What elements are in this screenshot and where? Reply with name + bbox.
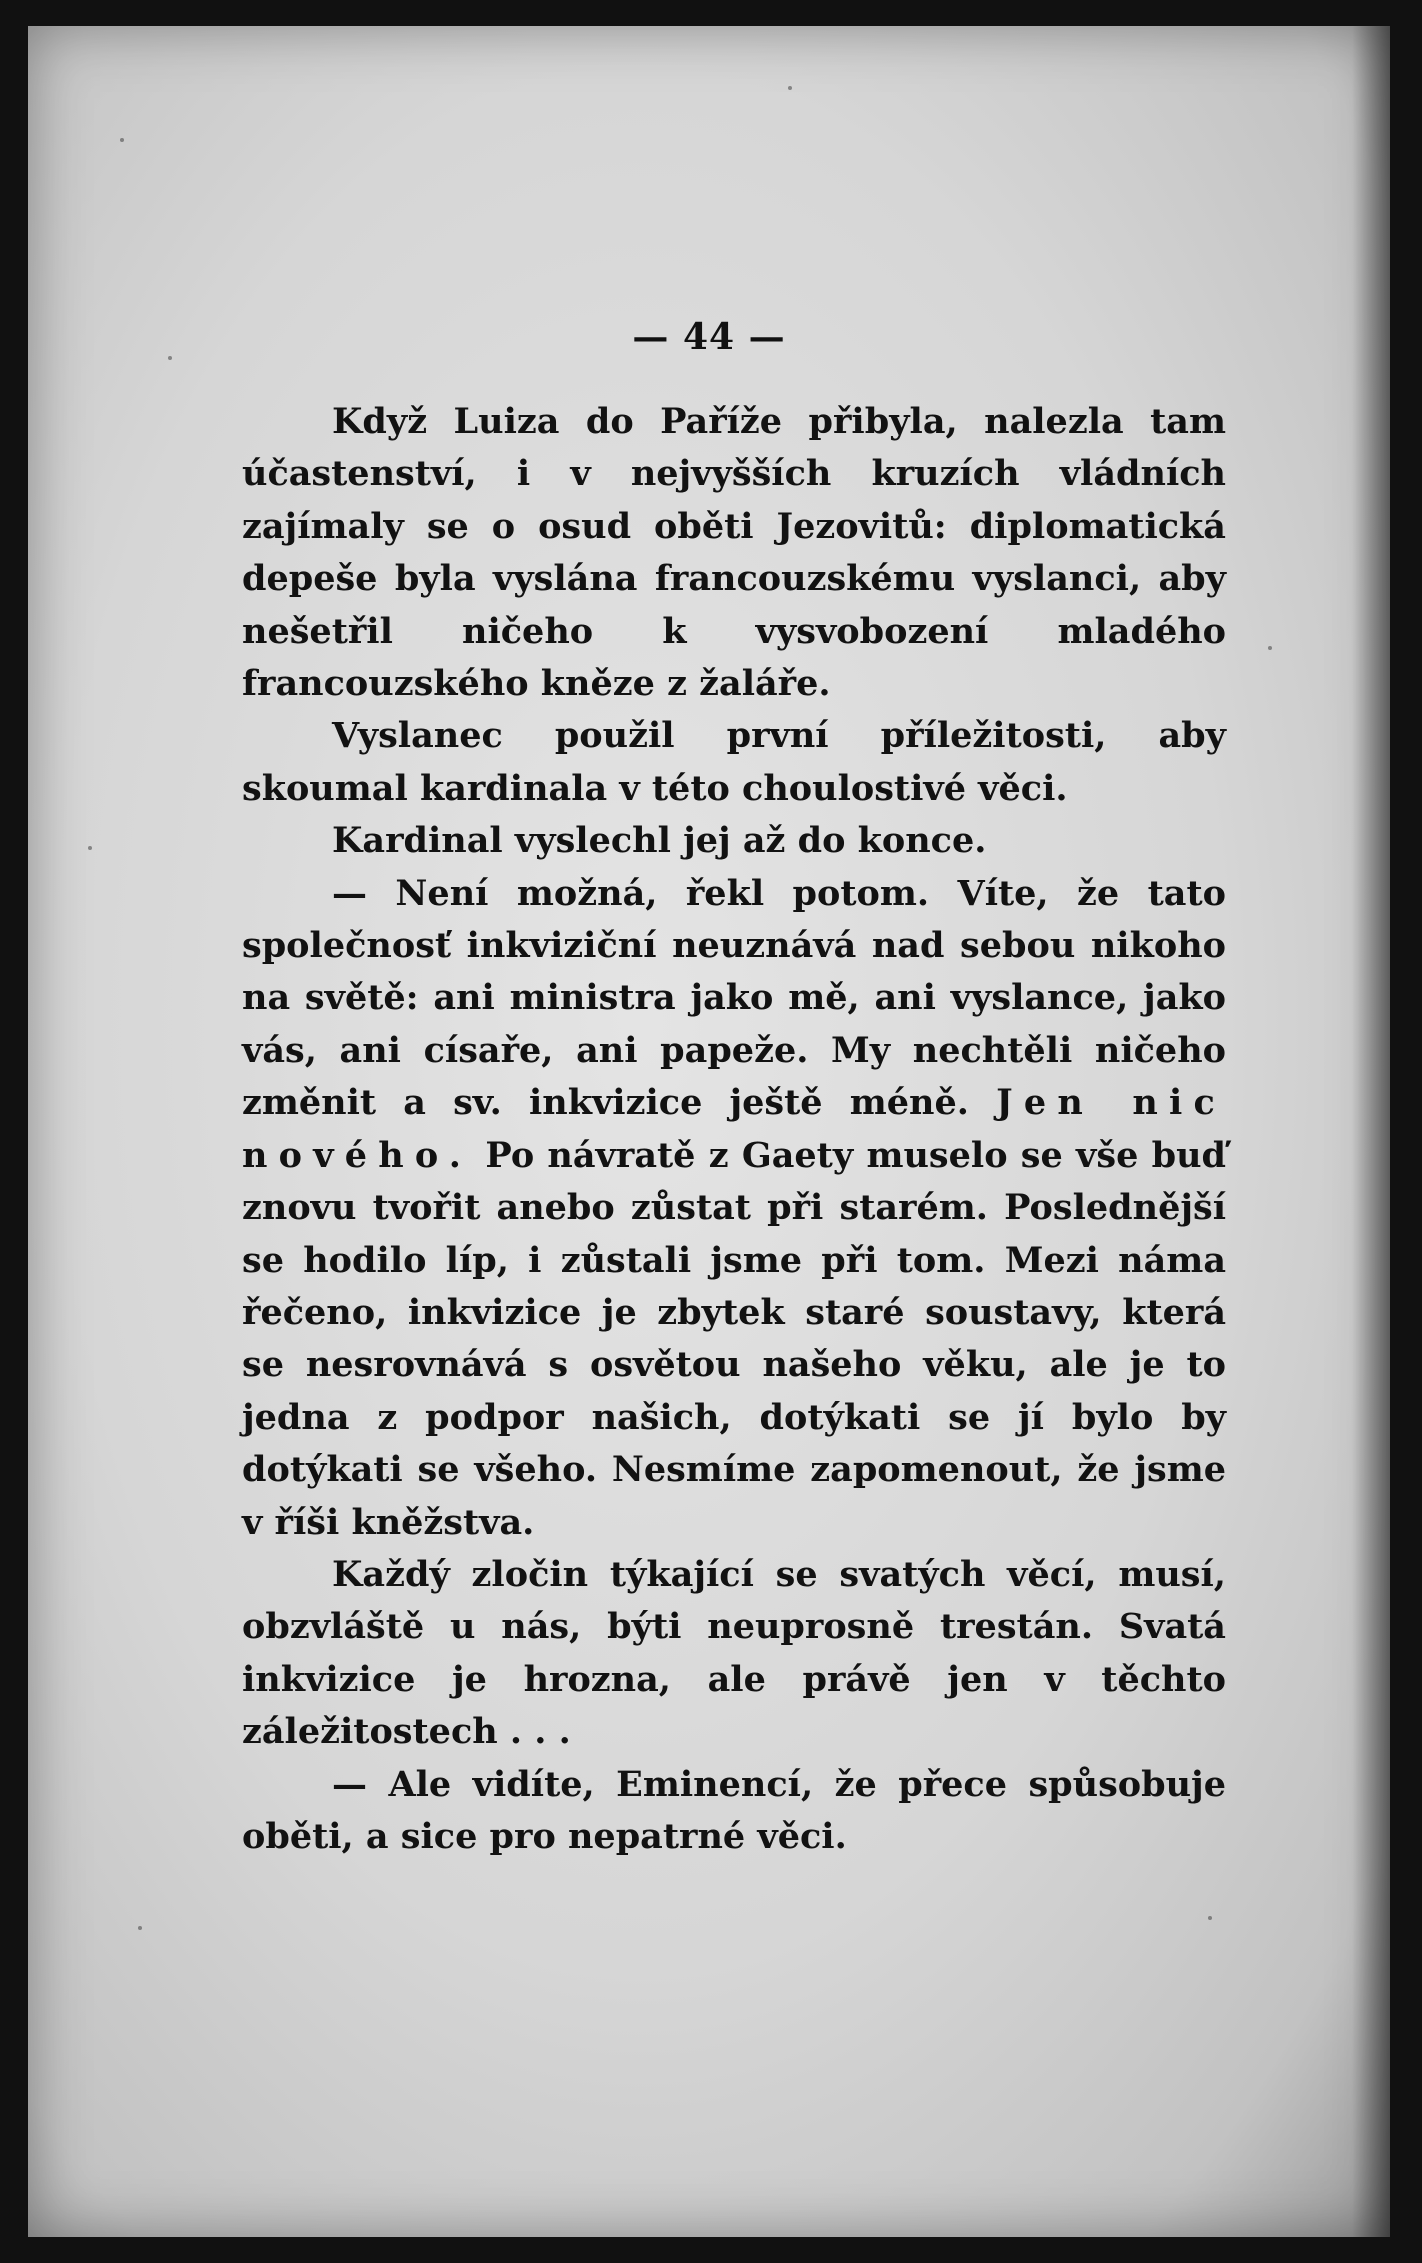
paper-speck — [88, 846, 92, 850]
paragraph-6: — Ale vidíte, Eminencí, že přece spůsobuje oběti, a sice pro nepatrné věci. — [242, 1763, 1226, 1857]
paragraph-4-part-1: — Není možná, řekl potom. Víte, že tato společnosť inkviziční neuznává nad sebou nikoho na světě: ani ministra jako mě, ani vyslance, jako vás, ani císaře, ani papeže. My nechtěli ničeho změnit a sv. inkvizice ještě méně. — [242, 872, 1226, 1124]
paragraph-2: Vyslanec použil první příležitosti, aby skoumal kardinala v této choulostivé věci. — [242, 715, 1226, 809]
paragraph-4-part-2: Po návratě z Gaety muselo se vše buď znovu tvořit anebo zůstat při starém. Poslednější se hodilo líp, i zůstali jsme při tom. Mezi náma řečeno, inkvizice je zbytek staré soustavy, která se nesrovnává s osvětou našeho věku, ale je to jedna z podpor našich, dotýkati se jí bylo by dotýkati se všeho. Nesmíme zapomenout, že jsme v říši kněžstva. — [242, 1134, 1226, 1543]
page-number: — 44 — — [632, 316, 786, 358]
book-page — [28, 26, 1390, 2237]
paragraph-5: Každý zločin týkající se svatých věcí, musí, obzvláště u nás, býti neuprosně trestán. Svatá inkvizice je hrozna, ale právě jen v těchto záležitostech . . . — [242, 1553, 1226, 1753]
paper-speck — [788, 86, 792, 90]
paragraph-3: Kardinal vyslechl jej až do konce. — [332, 820, 987, 862]
paper-speck — [120, 138, 124, 142]
paper-speck — [168, 356, 172, 360]
body-text — [242, 396, 1226, 1863]
paper-speck — [1208, 1916, 1212, 1920]
paper-speck — [138, 1926, 142, 1930]
paper-speck — [1268, 646, 1272, 650]
paragraph-4-spaced-emphasis: Jen nic nového. — [242, 1082, 1227, 1176]
paragraph-1: Když Luiza do Paříže přibyla, nalezla tam účastenství, i v nejvyšších kruzích vládních zajímaly se o osud oběti Jezovitů: diplomatická depeše byla vyslána francouzskému vyslanci, aby nešetřil ničeho k vysvobození mladého francouzského kněze z žaláře. — [242, 401, 1226, 705]
paragraph-4 — [242, 868, 1226, 1549]
